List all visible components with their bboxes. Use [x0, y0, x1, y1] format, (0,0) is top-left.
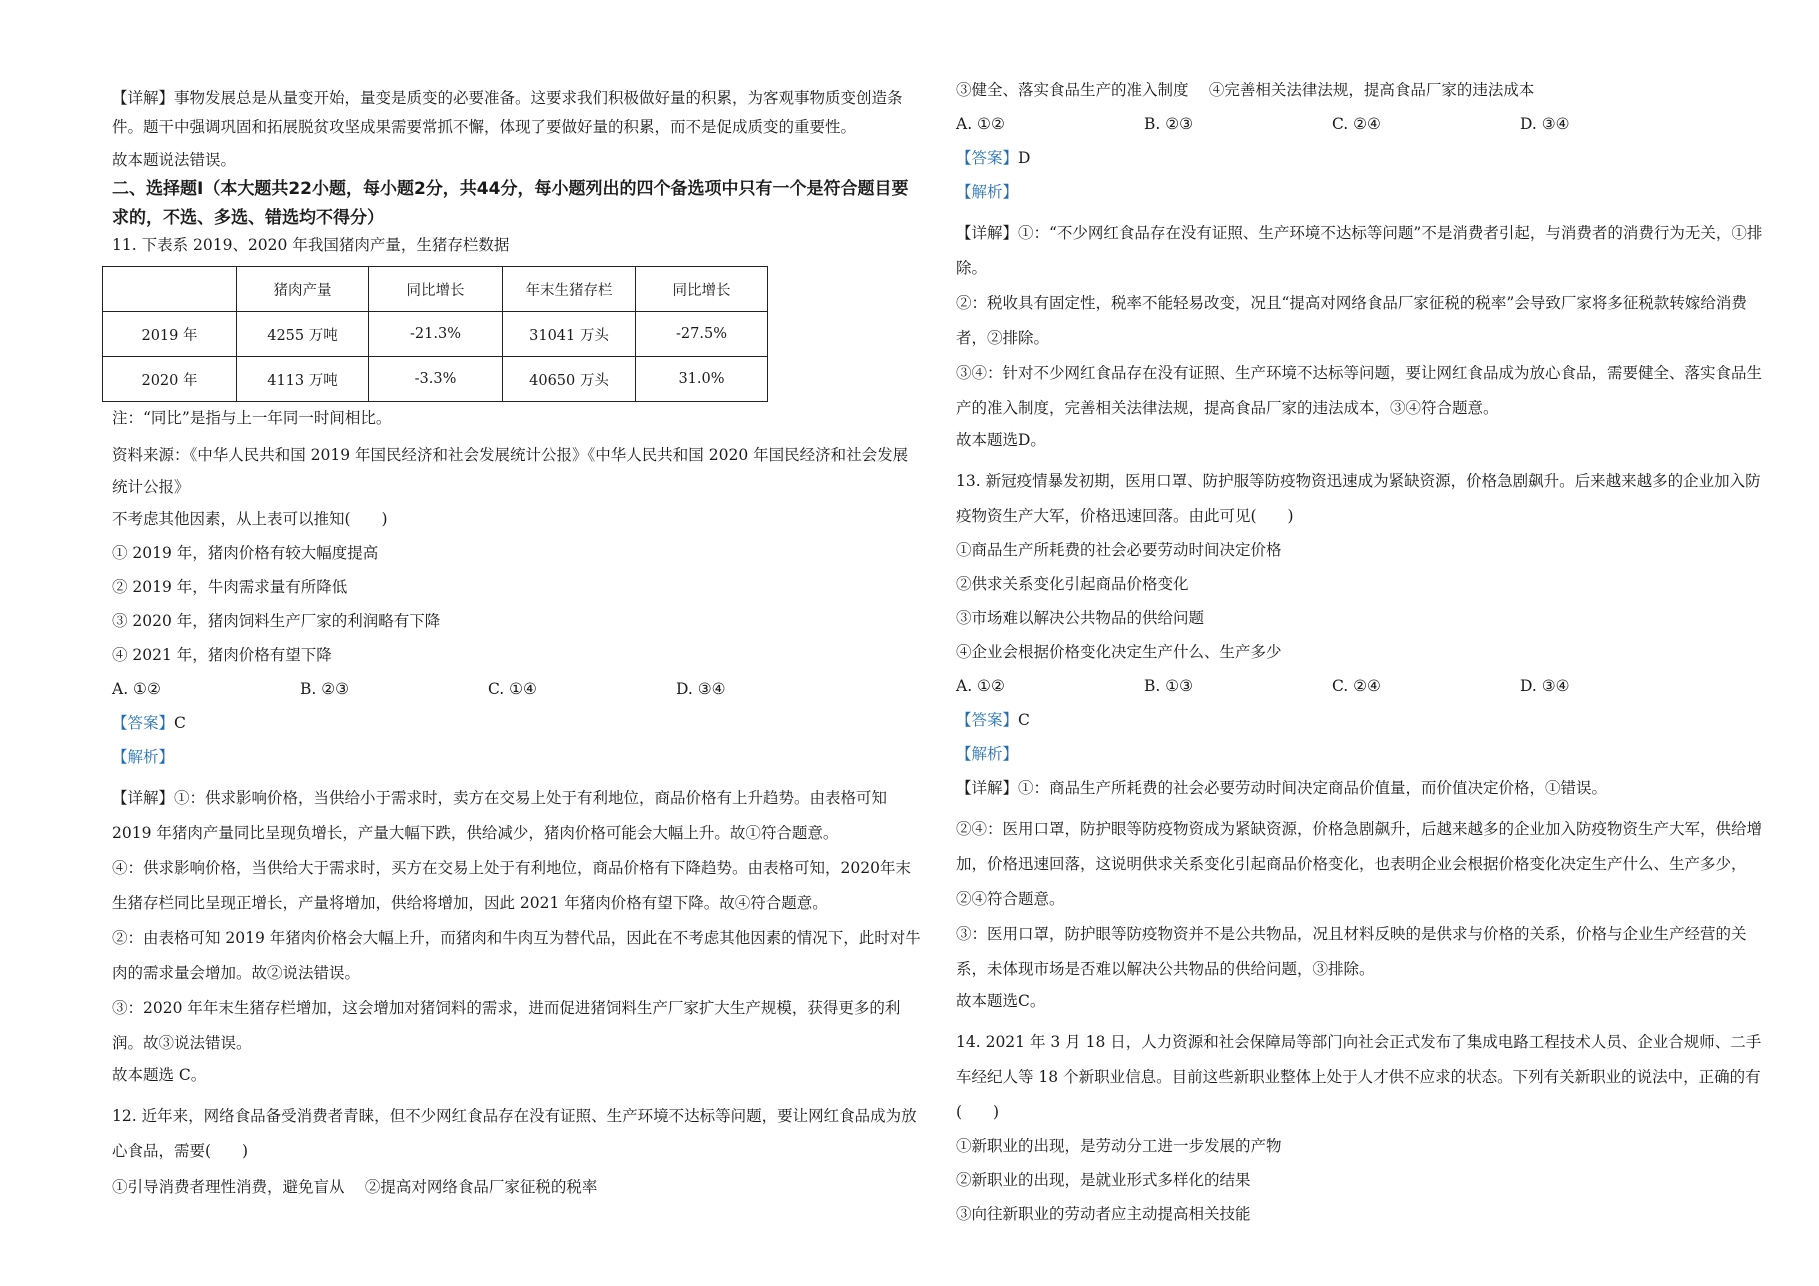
detail-paragraph: ②：税收具有固定性，税率不能轻易改变，况且“提高对网络食品厂家征税的税率”会导致厂家将多征税款转嫁给消费者，②排除。 — [956, 294, 1747, 347]
analysis-label: 【解析】 — [956, 183, 1019, 201]
conclusion-text: 故本题选C。 — [956, 992, 1046, 1010]
table-header-cell: 年末生猪存栏 — [503, 267, 636, 312]
data-table — [102, 266, 768, 402]
answer-line — [956, 148, 1774, 169]
table-cell: 2020 年 — [103, 357, 237, 402]
option-d: D. ③④ — [1520, 115, 1570, 133]
statement-item: ④ 2021 年，猪肉价格有望下降 — [112, 646, 332, 664]
table-note: 注：“同比”是指与上一年同一时间相比。 — [112, 409, 392, 427]
detail-paragraph: ③④：针对不少网红食品存在没有证照、生产环境不达标等问题，要让网红食品成为放心食品，需要健全、落实食品生产的准入制度，完善相关法律法规，提高食品厂家的违法成本，③④符合题意。 — [956, 364, 1763, 417]
option-a: A. ①② — [956, 115, 1005, 133]
statement-item: ①商品生产所耗费的社会必要劳动时间决定价格 — [956, 541, 1282, 559]
option-b: B. ②③ — [1144, 115, 1194, 133]
answer-label: 【答案】 — [956, 711, 1019, 729]
answer-options — [956, 676, 1774, 697]
table-header-cell — [103, 267, 237, 312]
statement-item: ① 2019 年，猪肉价格有较大幅度提高 — [112, 544, 379, 562]
detail-paragraph: ③：医用口罩，防护眼等防疫物资并不是公共物品，况且材料反映的是供求与价格的关系，价格与企业生产经营的关系，未体现市场是否难以解决公共物品的供给问题，③排除。 — [956, 925, 1747, 978]
answer-value: C — [174, 714, 186, 732]
option-a: A. ①② — [112, 680, 161, 698]
statement-item: ②新职业的出现，是就业形式多样化的结果 — [956, 1171, 1251, 1189]
statement-item: ② 2019 年，牛肉需求量有所降低 — [112, 578, 348, 596]
option-a: A. ①② — [956, 677, 1005, 695]
detail-paragraph: ③：2020 年年末生猪存栏增加，这会增加对猪饲料的需求，进而促进猪饲料生产厂家扩大生产规模，获得更多的利润。故③说法错误。 — [112, 999, 901, 1052]
statement-item: ①新职业的出现，是劳动分工进一步发展的产物 — [956, 1137, 1282, 1155]
table-header-row — [103, 267, 768, 312]
answer-line — [112, 713, 922, 734]
detail-paragraph: 【详解】①：供求影响价格，当供给小于需求时，卖方在交易上处于有利地位，商品价格有上升趋势。由表格可知2019 年猪肉产量同比呈现负增长，产量大幅下跌，供给减少，猪肉价格可能会大幅上升。故①符合题意。 — [112, 789, 888, 842]
left-column — [112, 80, 922, 1211]
table-cell: -21.3% — [369, 312, 503, 357]
option-b: B. ①③ — [1144, 677, 1194, 695]
statement-item: ②供求关系变化引起商品价格变化 — [956, 575, 1189, 593]
statement-item: ③市场难以解决公共物品的供给问题 — [956, 609, 1205, 627]
table-cell: 31.0% — [636, 357, 768, 402]
statement-item: ④企业会根据价格变化决定生产什么、生产多少 — [956, 643, 1282, 661]
statement-item: ③健全、落实食品生产的准入制度 ④完善相关法律法规，提高食品厂家的违法成本 — [956, 81, 1535, 99]
answer-line — [956, 710, 1774, 731]
detail-intro-line: 件。题干中强调巩固和拓展脱贫攻坚成果需要常抓不懈，体现了要做好量的积累，而不是促成质变的重要性。 — [112, 118, 857, 136]
detail-paragraph: 【详解】①：“不少网红食品存在没有证照、生产环境不达标等问题”不是消费者引起，与消费者的消费行为无关，①排除。 — [956, 224, 1763, 277]
question-11-stem: 11. 下表系 2019、2020 年我国猪肉产量，生猪存栏数据 — [112, 236, 510, 254]
option-c: C. ②④ — [1332, 115, 1381, 133]
question-prompt: 不考虑其他因素，从上表可以推知( ) — [112, 510, 388, 528]
detail-paragraph: ②：由表格可知 2019 年猪肉价格会大幅上升，而猪肉和牛肉互为替代品，因此在不考虑其他因素的情况下，此时对牛肉的需求量会增加。故②说法错误。 — [112, 929, 921, 982]
statement-item: ③向往新职业的劳动者应主动提高相关技能 — [956, 1205, 1251, 1223]
question-12-stem: 12. 近年来，网络食品备受消费者青睐，但不少网红食品存在没有证照、生产环境不达标等问题，要让网红食品成为放心食品，需要( ) — [112, 1107, 917, 1160]
table-cell: 40650 万头 — [503, 357, 636, 402]
detail-paragraph: ④：供求影响价格，当供给大于需求时，买方在交易上处于有利地位，商品价格有下降趋势。由表格可知，2020年末生猪存栏同比呈现正增长，产量将增加，供给将增加，因此 2021 年猪肉价格有望下降。故④符合题意。 — [112, 859, 911, 912]
table-cell: -27.5% — [636, 312, 768, 357]
table-cell: 31041 万头 — [503, 312, 636, 357]
answer-options — [112, 679, 922, 700]
statement-item: ③ 2020 年，猪肉饲料生产厂家的利润略有下降 — [112, 612, 441, 630]
table-cell: -3.3% — [369, 357, 503, 402]
option-d: D. ③④ — [676, 680, 726, 698]
analysis-label: 【解析】 — [956, 745, 1019, 763]
option-b: B. ②③ — [300, 680, 350, 698]
answer-label: 【答案】 — [112, 714, 175, 732]
answer-value: C — [1018, 711, 1030, 729]
question-14-stem: 14. 2021 年 3 月 18 日，人力资源和社会保障局等部门向社会正式发布了集成电路工程技术人员、企业合规师、二手车经纪人等 18 个新职业信息。目前这些新职业整体上处于人才供不应求的状态。下列有关新职业的说法中，正确的有( ) — [956, 1033, 1762, 1121]
right-column — [956, 80, 1774, 1238]
analysis-label: 【解析】 — [112, 748, 175, 766]
conclusion-text: 故本题选D。 — [956, 431, 1046, 449]
statement-item: ①引导消费者理性消费，避免盲从 ②提高对网络食品厂家征税的税率 — [112, 1178, 598, 1196]
detail-paragraph: 【详解】①：商品生产所耗费的社会必要劳动时间决定商品价值量，而价值决定价格，①错误。 — [956, 779, 1608, 797]
option-c: C. ②④ — [1332, 677, 1381, 695]
answer-value: D — [1018, 149, 1031, 167]
table-cell: 4255 万吨 — [237, 312, 369, 357]
answer-label: 【答案】 — [956, 149, 1019, 167]
table-row — [103, 357, 768, 402]
answer-options — [956, 114, 1774, 135]
table-row — [103, 312, 768, 357]
table-header-cell: 猪肉产量 — [237, 267, 369, 312]
question-13-stem: 13. 新冠疫情暴发初期，医用口罩、防护服等防疫物资迅速成为紧缺资源，价格急剧飙升。后来越来越多的企业加入防疫物资生产大军，价格迅速回落。由此可见( ) — [956, 472, 1761, 525]
table-header-cell: 同比增长 — [369, 267, 503, 312]
detail-paragraph: ②④：医用口罩，防护眼等防疫物资成为紧缺资源，价格急剧飙升，后越来越多的企业加入防疫物资生产大军，供给增加，价格迅速回落，这说明供求关系变化引起商品价格变化，也表明企业会根据价格变化决定生产什么、生产多少，②④符合题意。 — [956, 820, 1763, 908]
option-c: C. ①④ — [488, 680, 537, 698]
detail-intro-line: 【详解】事物发展总是从量变开始，量变是质变的必要准备。这要求我们积极做好量的积累，为客观事物质变创造条 — [112, 89, 903, 107]
table-source: 资料来源：《中华人民共和国 2019 年国民经济和社会发展统计公报》《中华人民共和国 2020 年国民经济和社会发展统计公报》 — [112, 446, 909, 496]
table-cell: 2019 年 — [103, 312, 237, 357]
conclusion-text: 故本题说法错误。 — [112, 151, 237, 169]
conclusion-text: 故本题选 C。 — [112, 1066, 207, 1084]
option-d: D. ③④ — [1520, 677, 1570, 695]
table-cell: 4113 万吨 — [237, 357, 369, 402]
table-header-cell: 同比增长 — [636, 267, 768, 312]
section-title: 二、选择题Ⅰ（本大题共22小题，每小题2分，共44分，每小题列出的四个备选项中只有一个是符合题目要求的，不选、多选、错选均不得分） — [112, 179, 909, 228]
